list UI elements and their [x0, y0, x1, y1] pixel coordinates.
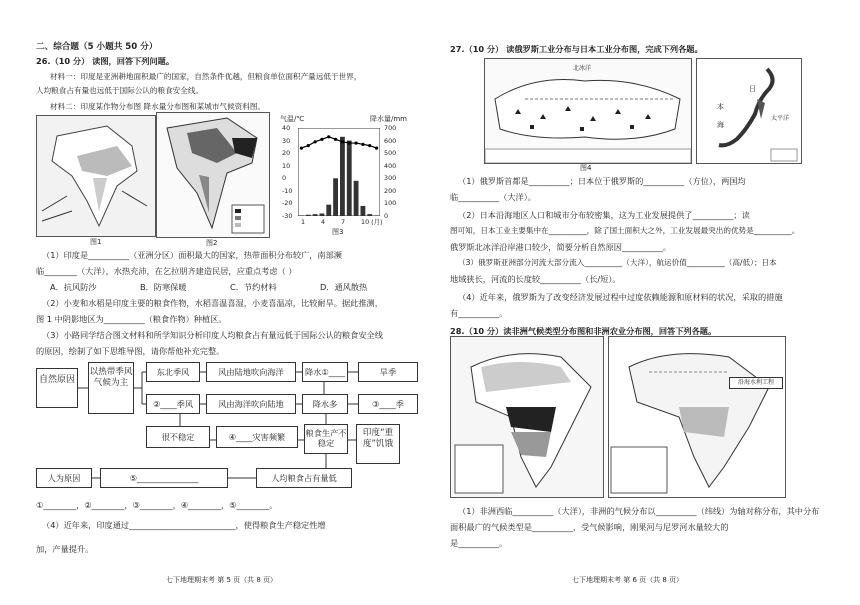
india-crop-map: [36, 115, 156, 237]
precip-bar: [347, 141, 352, 216]
map-label-ri: 日: [749, 85, 756, 93]
figure-4-caption: 图4: [580, 164, 592, 172]
mm-low-grain: 人均粮食占有量低: [256, 468, 352, 488]
mm-unstable: 很不稳定: [146, 426, 210, 448]
q26-2-line-2: 图 1 中阴影地区为__________（粮食作物）种植区。: [36, 314, 227, 324]
precip-bar: [340, 137, 345, 216]
temp-point: [327, 135, 330, 138]
q27-4-line-1: （4）近年来，俄罗斯为了改变经济发展过程中过度依赖能源和原材料的状况，采取的措施: [458, 292, 783, 302]
africa-water-project-label: 沿海水利工程: [729, 377, 783, 389]
q26-1-option-d[interactable]: D．通风散热: [320, 282, 368, 292]
russia-map-drawing: [485, 59, 691, 163]
map-label-pacific: 太平洋: [771, 115, 790, 122]
temp-point: [368, 144, 371, 147]
temp-tick: 20: [282, 149, 291, 157]
temp-tick: -20: [282, 199, 293, 207]
precip-tick: 100: [384, 199, 397, 207]
q27-heading: 27.（10 分） 读俄罗斯工业分布与日本工业分布图，完成下列各题。: [450, 44, 703, 54]
mm-northeast-monsoon: 东北季风: [146, 362, 200, 382]
temp-tick: 30: [282, 136, 291, 145]
q27-2-line-1: （2）日本沿海地区人口和城市分布较密集，这为工业发展提供了__________；读: [458, 210, 750, 220]
precip-bar: [326, 205, 331, 216]
mm-heavy-precip: 降水多: [302, 394, 348, 414]
temp-tick: 10: [282, 161, 291, 170]
mm-sea-to-land: 风由海洋吹向陆地: [206, 394, 296, 414]
month-tick: 1: [301, 218, 306, 226]
q27-1-line-1: （1）俄罗斯首都是__________；日本位于俄罗斯的__________（方位），两国均: [458, 176, 746, 186]
q28-1-line-3: 是__________。: [450, 538, 508, 548]
precip-tick: 700: [384, 124, 397, 132]
material-1-line-1: 材料一：印度是亚洲耕地面积最广的国家，自然条件优越，但粮食单位面积产量远低于世界，: [50, 72, 362, 81]
answers-line[interactable]: ①________，②________，③________，④________，⑤________。: [36, 500, 278, 510]
precip-tick: 200: [384, 186, 397, 195]
russia-industry-map: [484, 58, 692, 164]
precip-bar: [299, 215, 304, 216]
climate-precip-label: 降水量/mm: [370, 115, 407, 123]
africa-climate-map: [450, 336, 604, 498]
temp-point: [361, 143, 364, 146]
mm-food-unstable: 粮食生产不稳定: [304, 424, 348, 454]
temp-point: [300, 147, 303, 150]
right-page: [450, 0, 842, 605]
map-label-ben: 本: [717, 103, 724, 111]
precip-bar: [361, 206, 366, 216]
precip-bar: [367, 214, 372, 216]
q26-1-line-1: （1）印度是__________（亚洲分区）面积最大的国家，热带面积分布较广，南部濒: [42, 250, 342, 260]
india-precip-map: [156, 112, 270, 238]
india-crop-map-drawing: [37, 116, 155, 236]
africa-agriculture-drawing: [609, 337, 785, 497]
figure-2-caption: 图2: [206, 239, 218, 247]
temp-point: [313, 140, 316, 143]
precip-tick: 300: [384, 174, 397, 182]
precip-bar: [333, 178, 338, 216]
precip-bar: [320, 213, 325, 216]
precip-bar: [374, 215, 379, 216]
q27-3-line-1: （3）俄罗斯亚洲部分河流大部分流入__________（大洋），航运价值__________（高/低）；日本: [458, 258, 777, 267]
precip-bar: [306, 215, 311, 216]
climate-temp-label: 气温/℃: [280, 115, 305, 123]
precip-tick: 400: [384, 161, 397, 170]
mm-monsoon-blank-2[interactable]: ②____季风: [146, 394, 200, 414]
africa-climate-drawing: [451, 337, 603, 497]
mm-human-blank-5[interactable]: ⑤_______________: [100, 468, 228, 488]
map-label-arctic: 北冰洋: [573, 65, 592, 72]
japan-industry-map: [696, 58, 802, 164]
map-label-sea: 海: [717, 121, 724, 129]
q28-1-line-2: 面积最广的气候类型是__________，受气候影响，刚果河与尼罗河水量较大的: [450, 522, 729, 532]
temp-point: [354, 141, 357, 144]
climate-chart: [298, 128, 380, 216]
mm-dry-season: 旱季: [358, 362, 418, 382]
q28-heading: 28.（10 分）读非洲气候类型分布图和非洲农业分布图，回答下列各题。: [450, 326, 717, 336]
mm-disaster-blank-4[interactable]: ④____灾害频繁: [216, 426, 298, 448]
q26-4-line-1: （4）近年来，印度通过__________________________，使得粮食生产稳定性增: [42, 520, 326, 530]
figure-3-caption: 图3: [332, 228, 344, 236]
temp-tick: -30: [282, 211, 293, 220]
temp-tick: -10: [282, 186, 293, 195]
q27-4-line-2: 有__________。: [450, 308, 508, 318]
temp-point: [307, 144, 310, 147]
q27-3-line-2: 地域狭长，河流的长度较__________（长/短）。: [450, 274, 621, 284]
q26-3-line-1: （3）小路同学结合图文材料和所学知识分析印度人均粮食占有量远低于国际公认的粮食安全线: [42, 330, 383, 340]
page-footer-right: 七下地理期末考 第 6 页（共 8 页）: [572, 576, 684, 584]
mm-season-blank-3[interactable]: ③____季: [358, 394, 418, 414]
section-title: 二、综合题（5 小题共 50 分）: [36, 42, 158, 52]
precip-tick: 600: [384, 136, 397, 145]
q26-1-line-2: 临________（大洋），水热充沛，在乞拉朋齐建造民居，应重点考虑（ ）: [36, 266, 297, 276]
q26-heading: 26.（10 分） 读图，回答下列问题。: [36, 56, 175, 66]
mm-monsoon-climate: 以热带季风气候为主: [88, 362, 134, 414]
month-tick: 4: [321, 218, 326, 226]
climate-chart-plot: [298, 128, 380, 216]
mm-human-cause: 人为原因: [36, 468, 92, 488]
q26-3-line-2: 的原因，绘制了如下思维导图，请你帮他补充完整。: [36, 346, 225, 356]
month-tick: 10 (月): [361, 218, 383, 226]
africa-agriculture-map: [608, 336, 786, 498]
temp-tick: 40: [282, 124, 291, 132]
temp-point: [320, 138, 323, 141]
india-precip-map-drawing: [157, 113, 269, 237]
mm-natural-cause: 自然原因: [36, 368, 78, 408]
q26-1-option-c[interactable]: C．节约材料: [230, 282, 277, 292]
temp-point: [375, 147, 378, 150]
precip-tick: 500: [384, 149, 397, 157]
precip-bar: [354, 181, 359, 216]
mm-india-hunger: 印度“重度”饥饿: [356, 424, 400, 464]
temp-point: [341, 140, 344, 143]
precip-tick: 0: [384, 211, 389, 220]
q26-1-option-b[interactable]: B．防寒保暖: [140, 282, 187, 292]
material-1-line-2: 人均粮食占有量也远低于国际公认的粮食安全线。: [36, 86, 204, 95]
q26-2-line-1: （2）小麦和水稻是印度主要的粮食作物，水稻喜温喜湿，小麦喜温凉，比较耐旱。据此推测，: [42, 298, 383, 308]
mm-precip-blank-1[interactable]: 降水①____: [302, 362, 348, 382]
mm-land-to-sea: 风由陆地吹向海洋: [206, 362, 296, 382]
q26-1-option-a[interactable]: A．抗风防沙: [50, 282, 97, 292]
material-2: 材料二：印度某作物分布图 降水量分布图和某城市气候资料图。: [50, 102, 266, 111]
q26-4-line-2: 加，产量提升。: [36, 544, 94, 554]
precip-bar: [313, 214, 318, 216]
page-footer-left: 七下地理期末考 第 5 页（共 8 页）: [166, 576, 278, 584]
japan-map-drawing: [697, 59, 801, 163]
q28-1-line-1: （1）非洲西临__________（大洋），非洲的气候分布以__________（纬线）为轴对称分布，其中分布: [458, 506, 820, 516]
month-tick: 7: [341, 218, 346, 226]
q27-2-line-3: 俄罗斯北冰洋沿岸港口较少，简要分析自然原因__________。: [450, 242, 672, 252]
figure-1-caption: 图1: [90, 238, 102, 246]
temp-point: [348, 141, 351, 144]
temp-point: [334, 138, 337, 141]
q27-2-line-2: 图可知，日本工业主要集中在__________，除了国土面积大之外，工业发展最突出的优势是__________。: [450, 226, 800, 235]
q27-1-line-2: 临__________（大洋）。: [450, 192, 536, 202]
left-page: [36, 0, 428, 605]
temp-tick: 0: [282, 174, 287, 182]
